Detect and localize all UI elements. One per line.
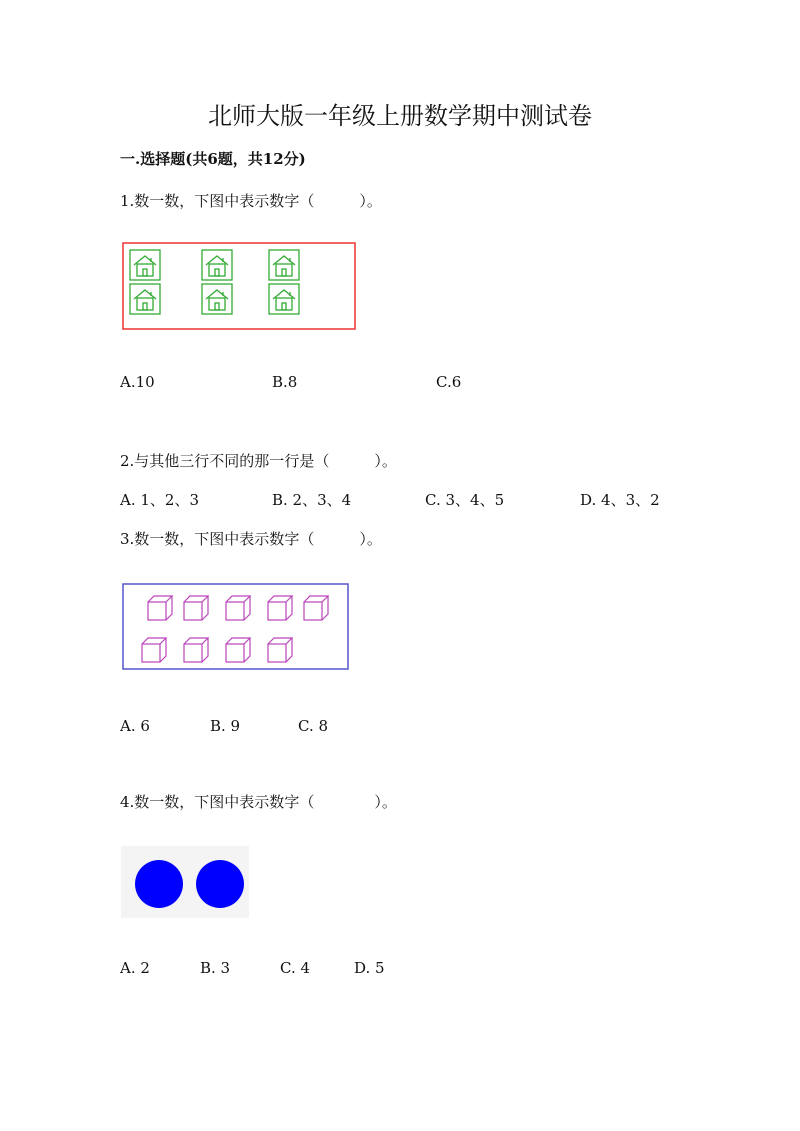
circle-icon xyxy=(135,860,183,908)
cube-icon xyxy=(142,638,166,662)
question-1-figure xyxy=(122,242,356,330)
question-3-option-b[interactable]: B. 9 xyxy=(210,717,241,735)
house-icon xyxy=(130,250,160,280)
cube-icon xyxy=(184,638,208,662)
cube-icon xyxy=(304,596,328,620)
question-2-option-a[interactable]: A. 1、2、3 xyxy=(120,491,199,509)
question-3-option-c[interactable]: C. 8 xyxy=(298,717,329,735)
question-4-option-c[interactable]: C. 4 xyxy=(280,959,311,977)
question-4-option-a[interactable]: A. 2 xyxy=(120,959,150,977)
question-1-option-a[interactable]: A.10 xyxy=(120,373,155,391)
question-3-option-a[interactable]: A. 6 xyxy=(120,717,150,735)
question-2-option-b[interactable]: B. 2、3、4 xyxy=(272,491,352,509)
question-4-option-b[interactable]: B. 3 xyxy=(200,959,231,977)
house-icon xyxy=(269,284,299,314)
question-2-stem: 2.与其他三行不同的那一行是（ ）。 xyxy=(120,452,397,470)
question-4-option-d[interactable]: D. 5 xyxy=(354,959,385,977)
cube-icon xyxy=(148,596,172,620)
house-icon xyxy=(269,250,299,280)
question-1-option-b[interactable]: B.8 xyxy=(272,373,298,391)
question-4-stem: 4.数一数，下图中表示数字（ ）。 xyxy=(120,793,397,811)
cube-icon xyxy=(226,596,250,620)
circle-icon xyxy=(196,860,244,908)
question-1-option-c[interactable]: C.6 xyxy=(436,373,462,391)
page-title: 北师大版一年级上册数学期中测试卷 xyxy=(208,102,592,130)
section-heading: 一.选择题(共6题，共12分) xyxy=(120,150,306,168)
house-icon xyxy=(202,284,232,314)
question-2-option-d[interactable]: D. 4、3、2 xyxy=(580,491,660,509)
cube-icon xyxy=(268,596,292,620)
figure-border xyxy=(123,243,355,329)
cube-icon xyxy=(268,638,292,662)
cube-icon xyxy=(184,596,208,620)
question-3-stem: 3.数一数，下图中表示数字（ ）。 xyxy=(120,530,382,548)
house-icon xyxy=(130,284,160,314)
figure-border xyxy=(123,584,348,669)
cube-icon xyxy=(226,638,250,662)
question-4-figure xyxy=(121,846,249,918)
question-3-figure xyxy=(122,583,350,671)
house-icon xyxy=(202,250,232,280)
question-2-option-c[interactable]: C. 3、4、5 xyxy=(425,491,505,509)
question-1-stem: 1.数一数，下图中表示数字（ ）。 xyxy=(120,192,382,210)
